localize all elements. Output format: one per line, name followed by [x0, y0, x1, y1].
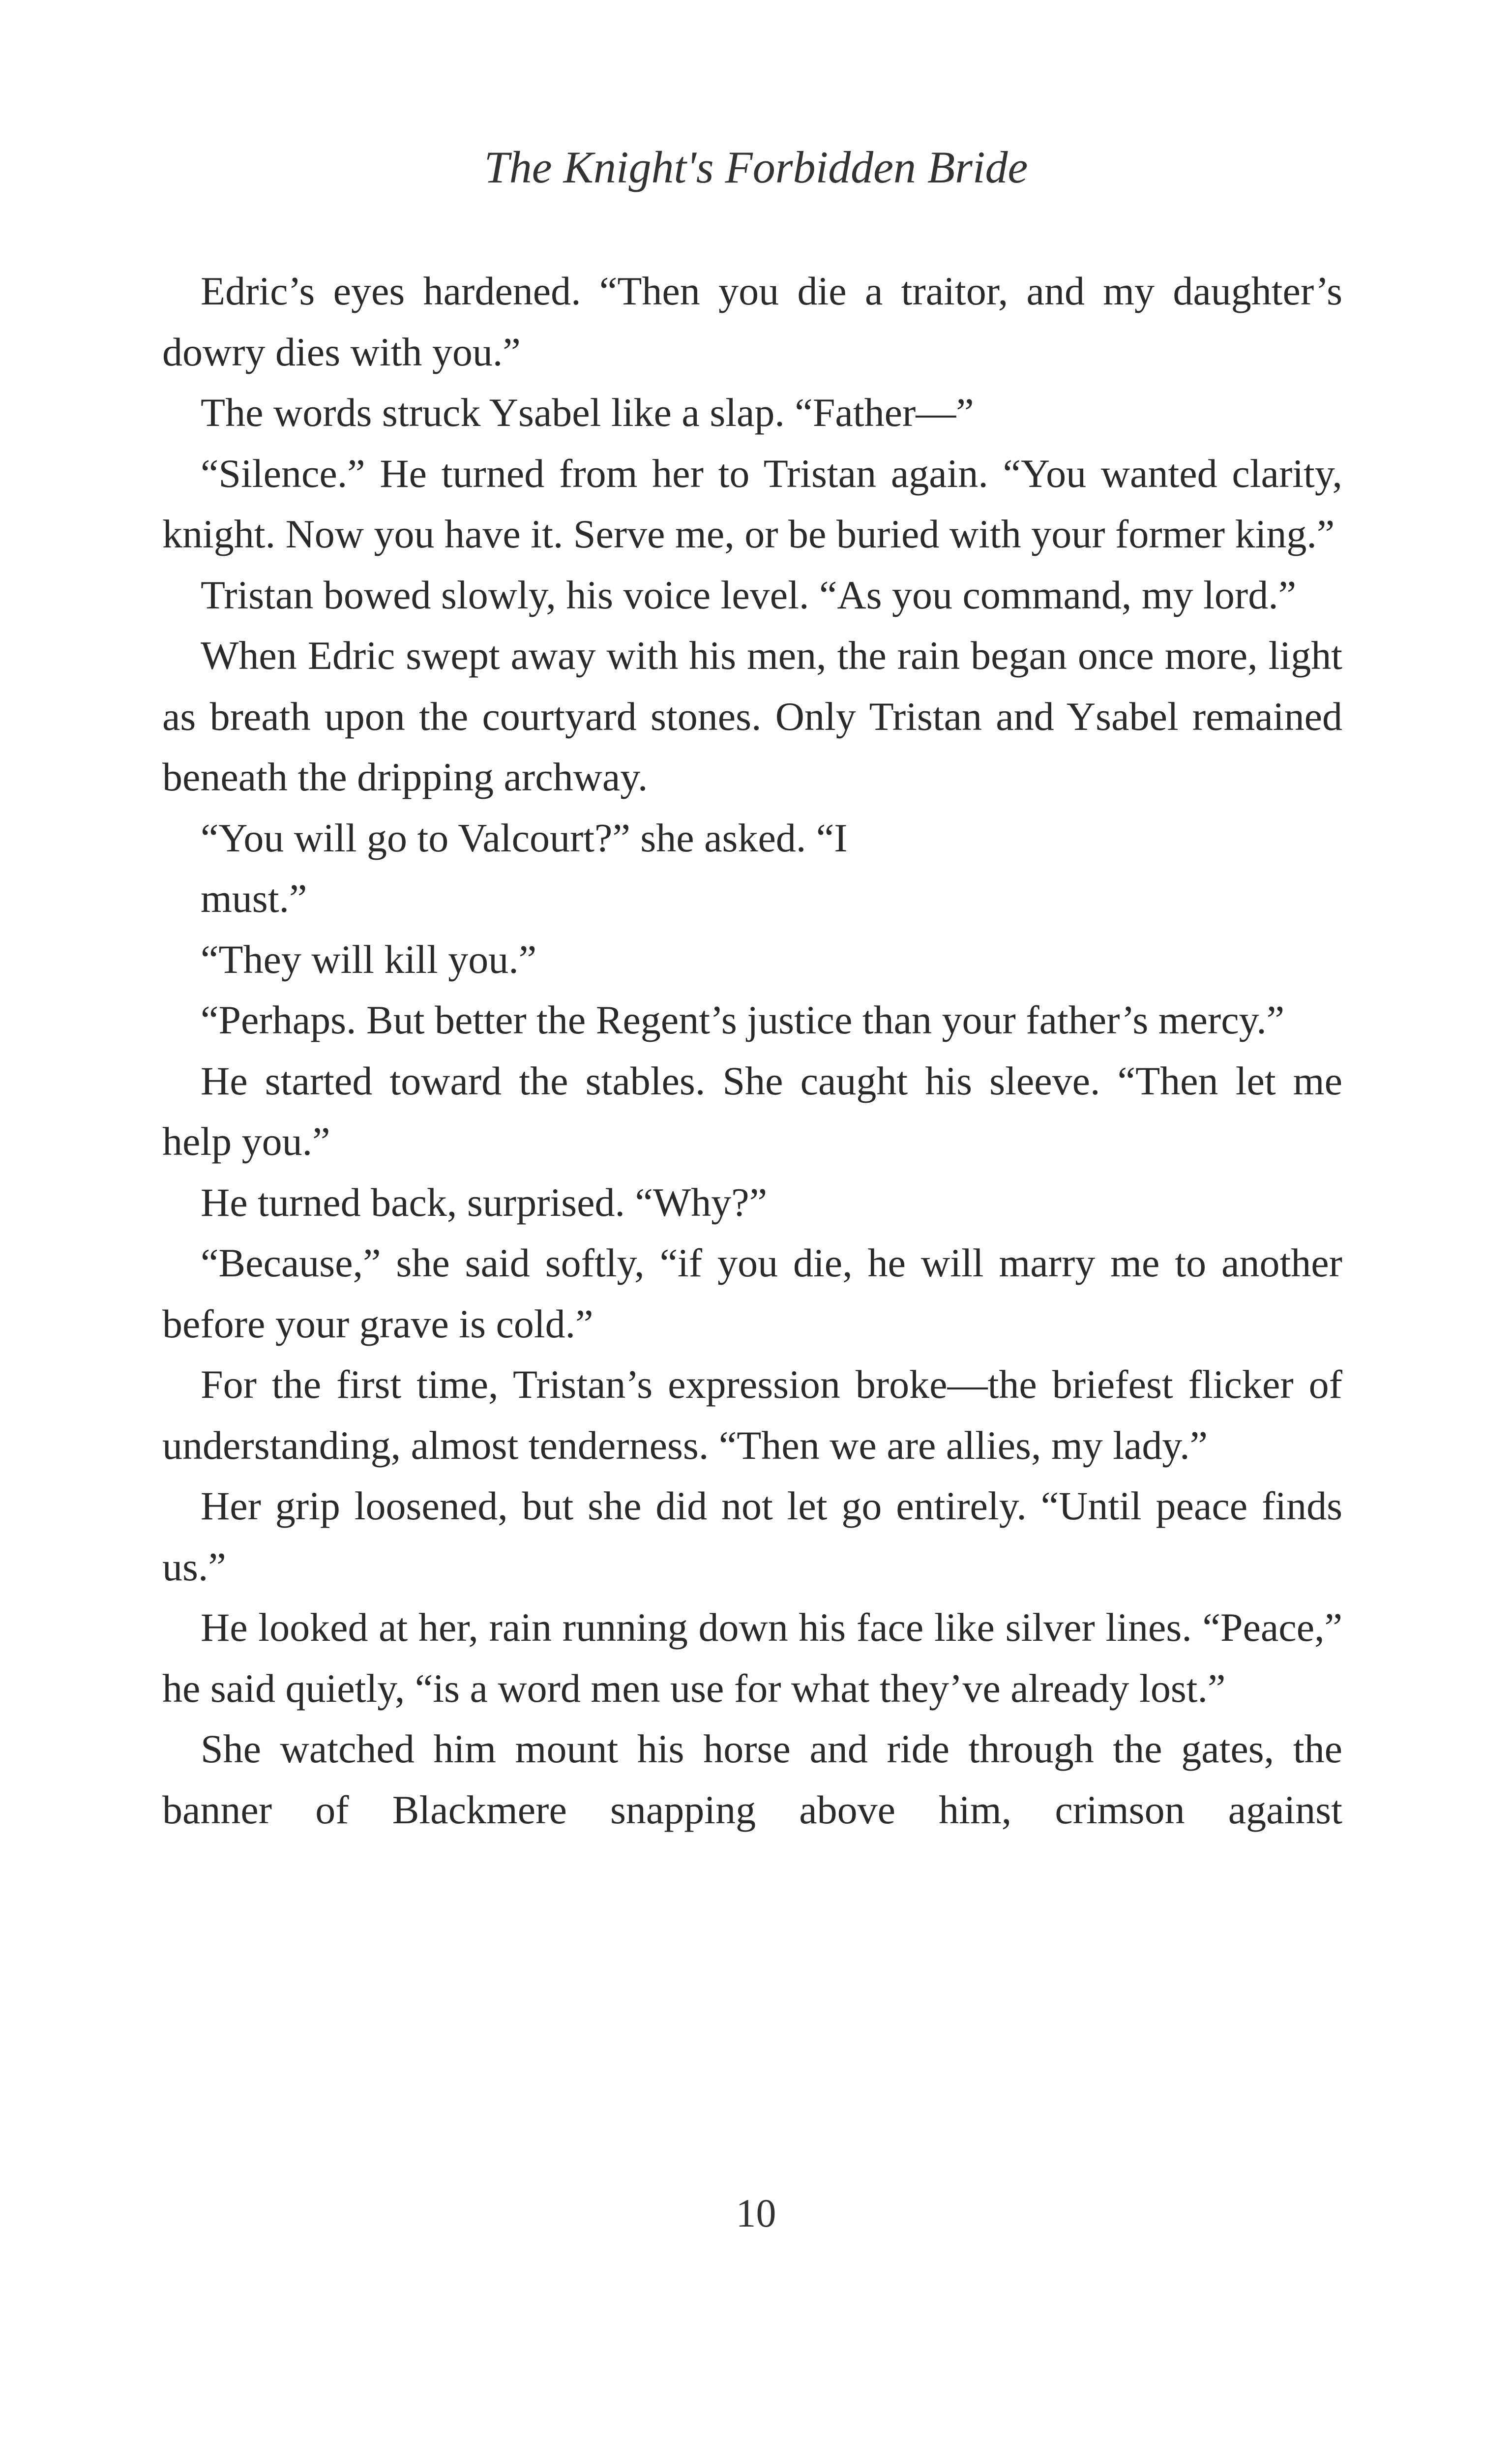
paragraph: Tristan bowed slowly, his voice level. “As you command, my lord.” [201, 572, 1297, 617]
paragraph: He turned back, surprised. “Why?” [201, 1179, 768, 1225]
paragraph: “Because,” she said softly, “if you die, he will marry me to another before your grave is cold.” [162, 1240, 1342, 1346]
paragraph: The words struck Ysabel like a slap. “Father—” [201, 390, 974, 435]
paragraph: Edric’s eyes hardened. “Then you die a traitor, and my daughter’s dowry dies with you.” [162, 269, 1342, 374]
paragraph: “Silence.” He turned from her to Tristan again. “You wanted clarity, knight. Now you have it. Serve me, or be buried with your former king.” [162, 451, 1342, 556]
page-number: 10 [736, 2191, 776, 2235]
paragraph: “They will kill you.” [201, 936, 537, 982]
paragraph: He looked at her, rain running down his face like silver lines. “Peace,” he said quietly, “is a word men use for what they’ve already lost.” [162, 1605, 1342, 1711]
paragraph: “You will go to Valcourt?” she asked. “I [201, 815, 848, 860]
paragraph: must.” [201, 876, 307, 921]
paragraph: “Perhaps. But better the Regent’s justice than your father’s mercy.” [201, 997, 1285, 1042]
body-text [162, 261, 1342, 1840]
paragraph: He started toward the stables. She caught his sleeve. “Then let me help you.” [162, 1058, 1342, 1164]
paragraph: When Edric swept away with his men, the rain began once more, light as breath upon the courtyard stones. Only Tristan and Ysabel remained beneath the dripping archway. [162, 633, 1342, 799]
paragraph: Her grip loosened, but she did not let go entirely. “Until peace finds us.” [162, 1483, 1342, 1589]
running-title: The Knight's Forbidden Bride [484, 142, 1028, 192]
paragraph: She watched him mount his horse and ride through the gates, the banner of Blackmere snapping above him, crimson against [162, 1726, 1342, 1832]
paragraph: For the first time, Tristan’s expression broke—the briefest flicker of understanding, almost tenderness. “Then we are allies, my lady.” [162, 1362, 1342, 1468]
